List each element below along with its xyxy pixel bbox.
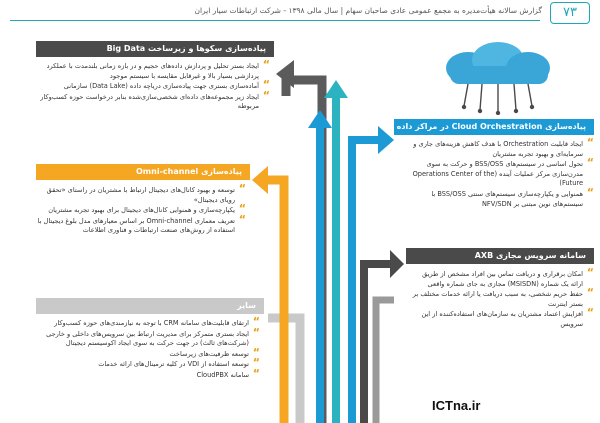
omni-channel-banner: پیاده‌سازی Omni-channel	[36, 164, 250, 180]
big-data-list	[34, 62, 270, 113]
big-data-banner: پیاده‌سازی سکوها و زیرساخت Big Data	[36, 41, 274, 57]
list-item: “ سامانه CloudPBX	[34, 371, 260, 381]
list-item: “ یکپارچه‌سازی و همنوایی کانال‌های دیجیتال برای بهبود تجربه مشتریان	[34, 206, 246, 216]
list-item: “ ایجاد بستری متمرکز برای مدیریت ارتباط بین سرویس‌های داخلی و خارجی (شرکت‌های ثالث) در جهت حرکت به سوی ایجاد اکوسیستم دیجیتال	[34, 330, 260, 349]
list-item: “ همنوایی و یکپارچه‌سازی سیستم‌های سنتی BSS/OSS با سیستم‌های نوین مبتنی بر NFV/SDN	[404, 190, 594, 209]
other-banner: سایر	[36, 298, 264, 314]
list-item: “ امکان برقراری و دریافت تماس بین افراد مشخص از طریق ارائه یک شماره (MSISDN) مجازی به جای شماره واقعی	[412, 270, 594, 289]
arrow-blue-right-head	[378, 126, 394, 154]
list-item: “ توسعه استفاده از VDI در کلیه ترمینال‌های ارائه خدمات	[34, 360, 260, 370]
cloud-orchestration-list	[404, 140, 594, 210]
cloud-network-icon	[428, 40, 568, 115]
omni-channel-list	[34, 186, 246, 237]
other-list	[34, 319, 260, 382]
list-item: “ ارتقای قابلیت‌های سامانه CRM با توجه به نیازمندی‌های حوزه کسب‌وکار	[34, 319, 260, 329]
list-item: “ توسعه و بهبود کانال‌های دیجیتال ارتباط با مشتریان در راستای «تحقق رویای دیجیتال»	[34, 186, 246, 205]
report-title: گزارش سالانه هیأت‌مدیره به مجمع عمومی عادی صاحبان سهام | سال مالی ۱۳۹۸ - شرکت ارتباطات سیار ایران	[194, 6, 542, 15]
page-number: ۷۳	[550, 2, 590, 24]
arrow-dark-right-head	[390, 250, 404, 278]
axb-list	[412, 270, 594, 331]
list-item: “ توسعه ظرفیت‌های زیرساخت	[34, 350, 260, 360]
list-item: “ ایجاد قابلیت Orchestration با هدف کاهش هزینه‌های جاری و سرمایه‌ای و بهبود تجربه مشتریان	[404, 140, 594, 159]
list-item: “ ایجاد زیر مجموعه‌های داده‌ای شخصی‌سازی‌شده بنابر درخواست حوزه کسب‌وکار مربوطه	[34, 93, 270, 112]
list-item: “ افزایش اعتماد مشتریان به سازمان‌های استفاده‌کننده از این سرویس	[412, 310, 594, 329]
arrow-teal-head	[324, 80, 348, 98]
cloud-orchestration-banner: پیاده‌سازی Cloud Orchestration در مراکز داده	[394, 119, 594, 135]
arrow-blue-left-head	[308, 110, 332, 128]
list-item: “ تحول اساسی در سیستم‌های BSS/OSS و حرکت به سوی مدرن‌سازی مرکز عملیات آینده (Operations Center of the Future)	[404, 160, 594, 189]
list-item: “ آماده‌سازی بستری جهت پیاده‌سازی دریاچه داده (Data Lake) سازمانی	[34, 82, 270, 92]
arrow-gray-right	[376, 300, 394, 423]
axb-banner: سامانه سرویس مجازی AXB	[406, 248, 594, 264]
list-item: “ حفظ حریم شخصی، به سبب دریافت یا ارائه خدمات مختلف بر بستر اینترنت	[412, 290, 594, 309]
arrow-orange-head	[252, 166, 268, 194]
arrow-orange	[262, 180, 284, 423]
list-item: “ ایجاد بستر تحلیل و پردازش داده‌های حجیم و در بازه زمانی بلندمدت با عملکرد پردازشی بسیار بالا و غیرقابل مقایسه با سیستم موجود	[34, 62, 270, 81]
watermark: ICTna.ir	[432, 398, 481, 413]
list-item: “ تعریف معماری Omni-channel بر اساس معیارهای مدل بلوغ دیجیتال با استفاده از روش‌های صنعت ارتباطات و فناوری اطلاعات	[34, 217, 246, 236]
